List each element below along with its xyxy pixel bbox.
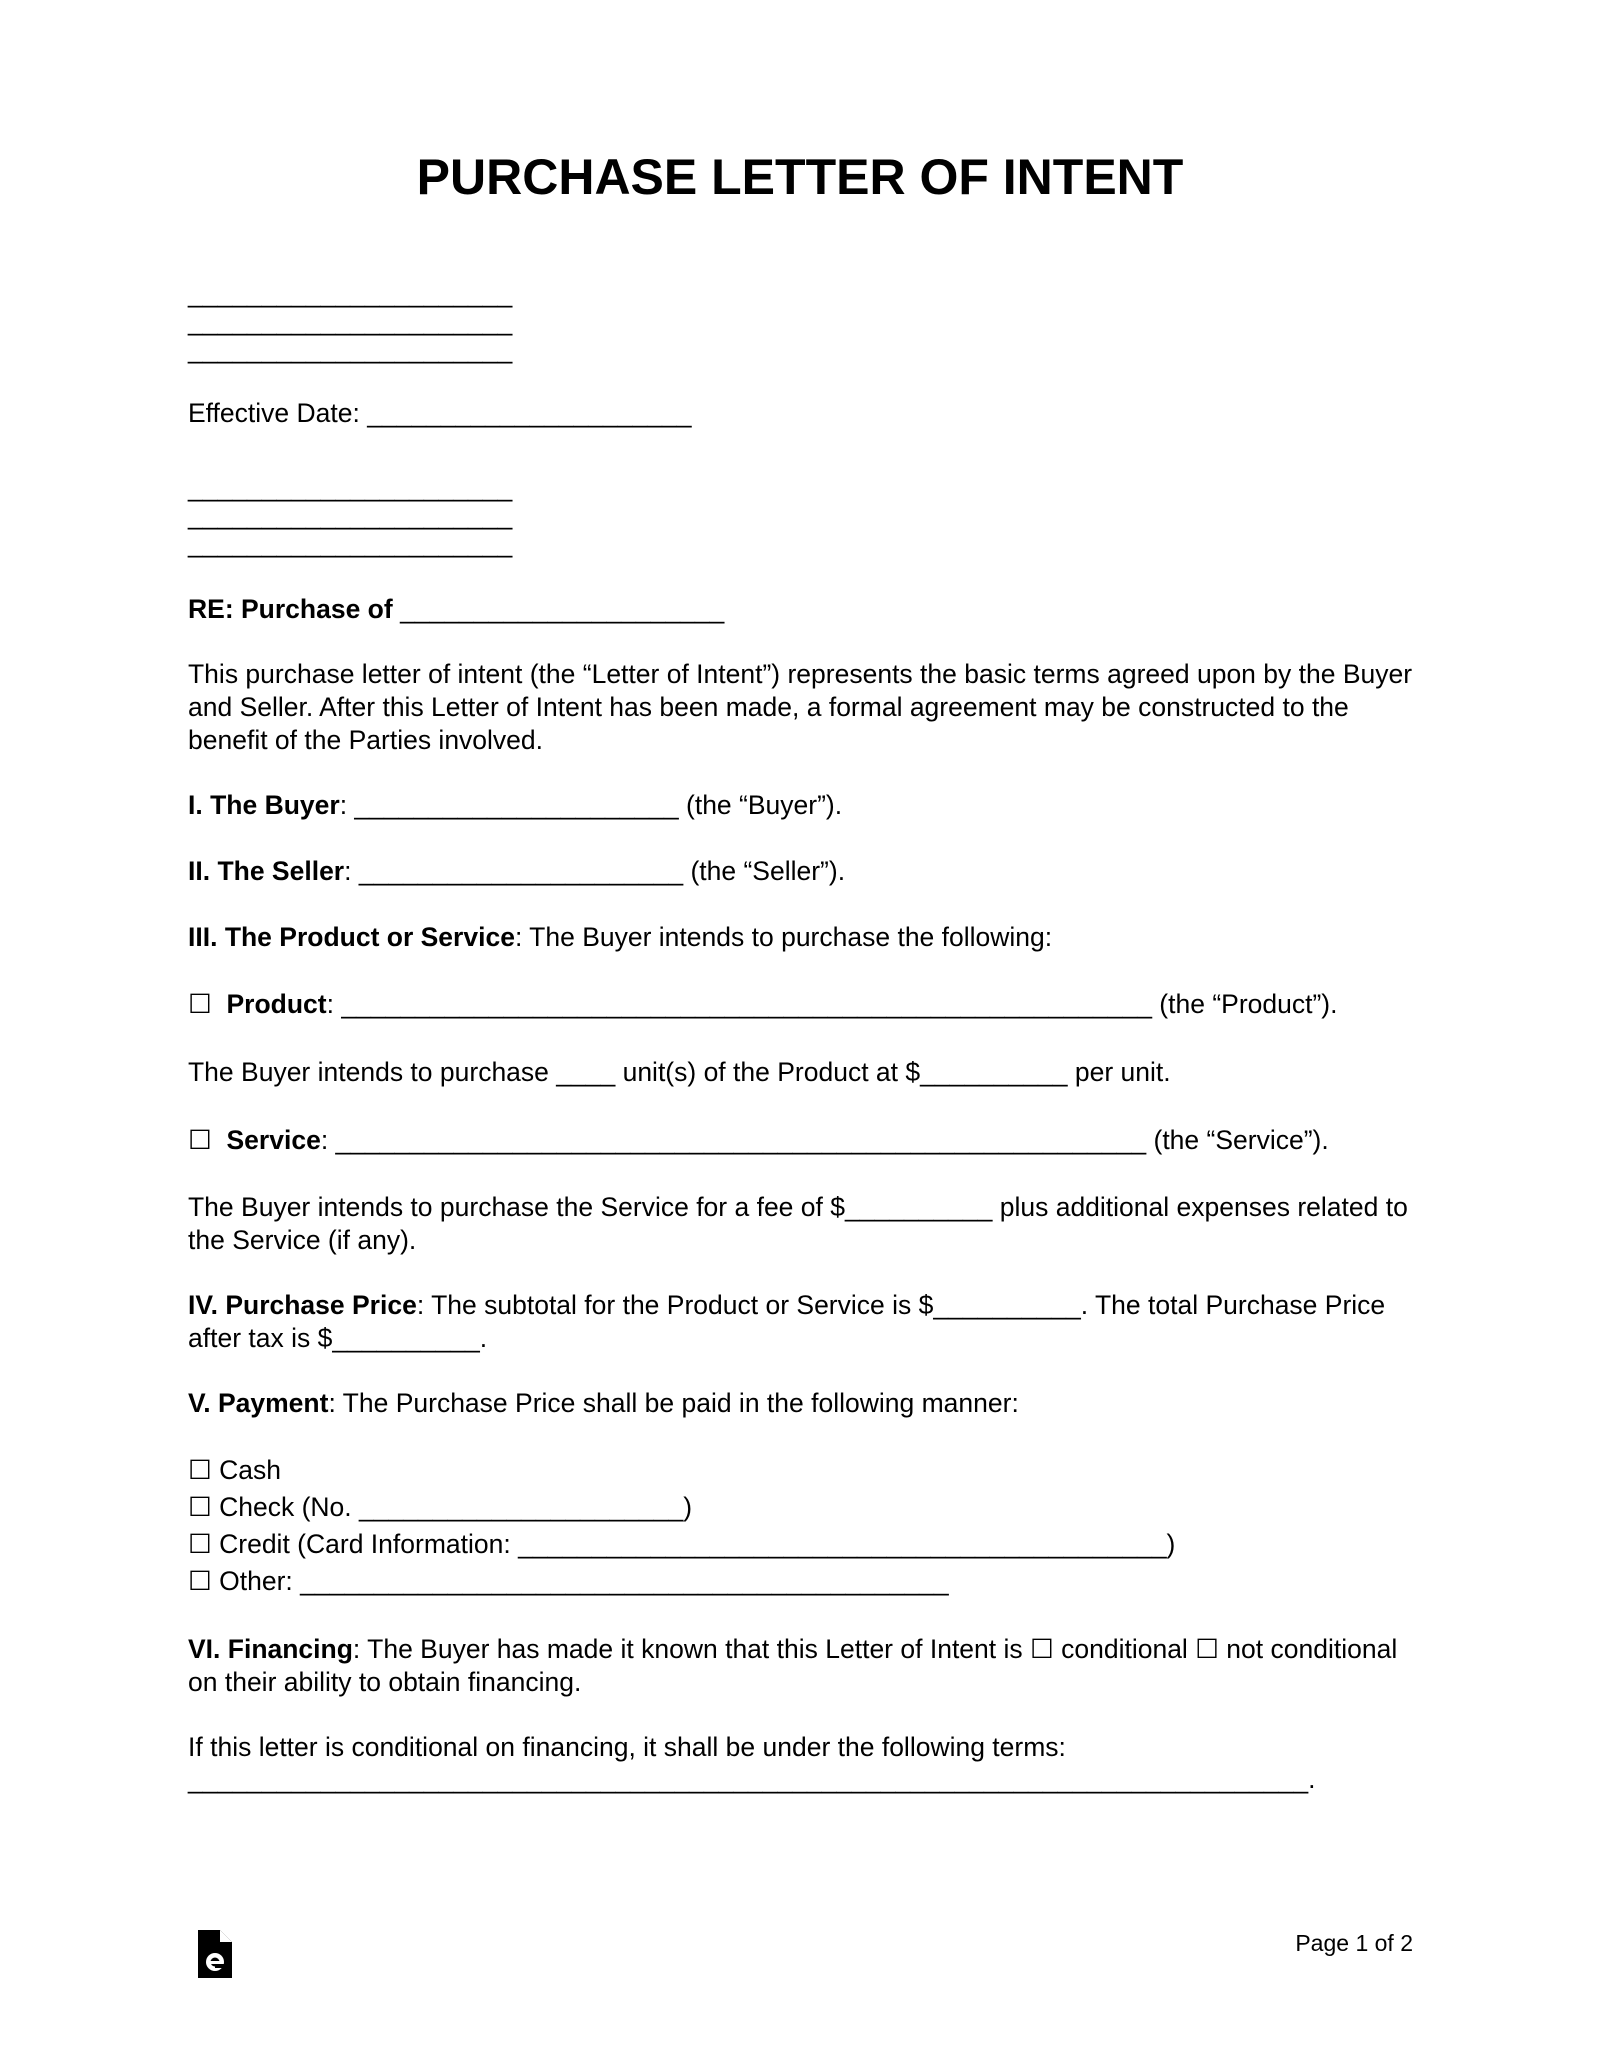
product-line — [188, 988, 1338, 1020]
service-text: : _______________________________________________________ (the “Service”). — [320, 1125, 1329, 1155]
re-blank: ______________________ — [400, 594, 725, 624]
seller-line — [188, 855, 845, 887]
effective-date-line — [188, 397, 691, 429]
payment-option-cash: ☐ Cash — [188, 1455, 281, 1485]
recipient-line-2: ______________________ — [188, 500, 513, 530]
seller-text: : ______________________ (the “Seller”). — [344, 856, 846, 886]
service-line — [188, 1124, 1329, 1156]
recipient-line-1: ______________________ — [188, 472, 513, 502]
financing-paragraph — [188, 1633, 1418, 1699]
buyer-label: I. The Buyer — [188, 790, 340, 820]
payment-option-other: ☐ Other: ____________________________________________ — [188, 1566, 949, 1596]
page-number: Page 1 of 2 — [1295, 1930, 1413, 1956]
product-label: Product — [226, 989, 327, 1019]
address-line-2: ______________________ — [188, 306, 513, 336]
product-service-label: III. The Product or Service — [188, 922, 515, 952]
purchase-price-label: IV. Purchase Price — [188, 1290, 417, 1320]
service-fee-paragraph: The Buyer intends to purchase the Service for a fee of $__________ plus additional expenses related to the Service (if any). — [188, 1192, 1408, 1255]
document-title: PURCHASE LETTER OF INTENT — [416, 149, 1184, 205]
service-label: Service — [226, 1125, 321, 1155]
payment-label: V. Payment — [188, 1388, 329, 1418]
payment-line — [188, 1387, 1019, 1419]
product-units-line: The Buyer intends to purchase ____ unit(s) of the Product at $__________ per unit. — [188, 1057, 1171, 1087]
effective-date-label: Effective Date: — [188, 398, 368, 428]
intro-paragraph: This purchase letter of intent (the “Letter of Intent”) represents the basic terms agreed upon by the Buyer and Seller. After this Letter of Intent has been made, a formal agreement may be constructed to the benefit of the Parties involved. — [188, 659, 1413, 755]
re-line — [188, 593, 724, 625]
purchase-price-text: : The subtotal for the Product or Service is $__________. The total Purchase Price after tax is $__________. — [188, 1290, 1386, 1353]
financing-label: VI. Financing — [188, 1634, 353, 1664]
financing-terms-line: If this letter is conditional on financing, it shall be under the following terms: — [188, 1732, 1066, 1762]
address-line-1: ______________________ — [188, 278, 513, 308]
financing-terms-blank: ____________________________________________________________________________. — [188, 1764, 1316, 1794]
buyer-text: : ______________________ (the “Buyer”). — [339, 790, 843, 820]
payment-text: : The Purchase Price shall be paid in the following manner: — [328, 1388, 1019, 1418]
re-label: RE: Purchase of — [188, 594, 401, 624]
recipient-line-3: ______________________ — [188, 528, 513, 558]
buyer-line — [188, 789, 842, 821]
payment-option-credit: ☐ Credit (Card Information: ____________________________________________) — [188, 1529, 1176, 1559]
product-service-text: : The Buyer intends to purchase the following: — [514, 922, 1053, 952]
effective-date-blank: ______________________ — [367, 398, 692, 428]
financing-text: : The Buyer has made it known that this Letter of Intent is ☐ conditional ☐ not conditional on their ability to obtain financing. — [188, 1634, 1398, 1697]
address-line-3: ______________________ — [188, 334, 513, 364]
product-service-line — [188, 921, 1052, 953]
service-checkbox: ☐ — [188, 1125, 212, 1155]
payment-option-check: ☐ Check (No. ______________________) — [188, 1492, 693, 1522]
purchase-price-paragraph — [188, 1289, 1418, 1355]
product-text: : _______________________________________________________ (the “Product”). — [326, 989, 1338, 1019]
product-checkbox: ☐ — [188, 989, 212, 1019]
seller-label: II. The Seller — [188, 856, 345, 886]
eforms-logo-icon — [196, 1928, 234, 1980]
